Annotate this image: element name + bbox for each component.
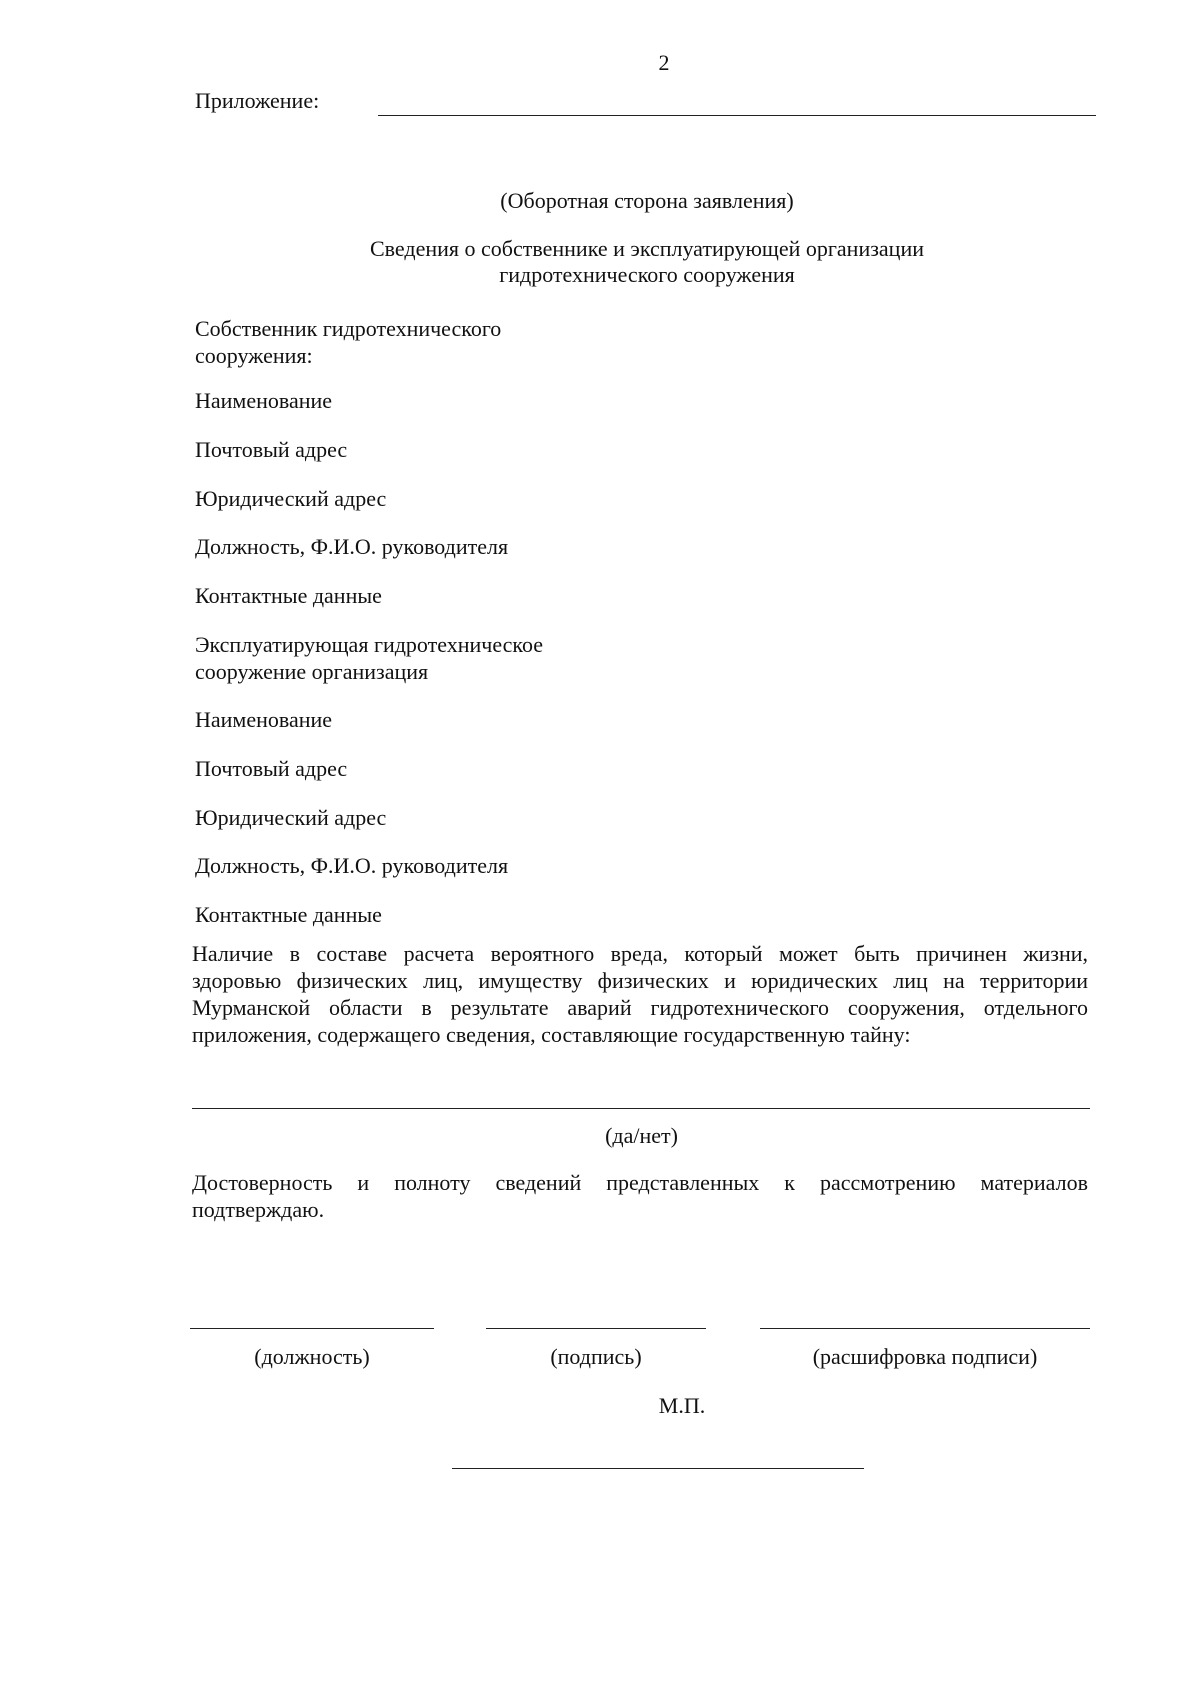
state-secret-disclosure-paragraph <box>192 940 1088 1048</box>
yes-no-caption: (да/нет) <box>605 1123 678 1148</box>
operator-name-label: Наименование <box>195 707 333 732</box>
operator-postal-address-label: Почтовый адрес <box>195 756 348 781</box>
confirmation-paragraph <box>192 1169 1088 1223</box>
position-caption: (должность) <box>254 1344 370 1369</box>
owner-legal-address-label: Юридический адрес <box>195 486 387 511</box>
operator-title-line-1: Эксплуатирующая гидротехническое <box>195 632 544 657</box>
decryption-caption: (расшифровка подписи) <box>812 1344 1038 1369</box>
yes-no-answer-line <box>192 1108 1090 1109</box>
signature-line <box>486 1328 706 1329</box>
confirmation-line-1: Достоверность и полноту сведений представленных к рассмотрению материалов <box>192 1170 1088 1195</box>
page-number: 2 <box>658 50 670 75</box>
owner-head-label: Должность, Ф.И.О. руководителя <box>195 534 509 559</box>
section-heading-line-2: гидротехнического сооружения <box>499 262 795 287</box>
signature-caption: (подпись) <box>550 1344 642 1369</box>
owner-postal-address-label: Почтовый адрес <box>195 437 348 462</box>
operator-title-line-2: сооружение организация <box>195 659 429 684</box>
date-line <box>452 1468 864 1469</box>
owner-title-line-1: Собственник гидротехнического <box>195 316 502 341</box>
section-heading-line-1: Сведения о собственнике и эксплуатирующей организации <box>369 236 925 261</box>
disclosure-line-1: Наличие в составе расчета вероятного вреда, который может быть причинен жизни, <box>192 941 1088 966</box>
owner-title-line-2: сооружения: <box>195 343 313 368</box>
disclosure-line-3: Мурманской области в результате аварий гидротехнического сооружения, отдельного <box>192 995 1088 1020</box>
disclosure-line-2: здоровью физических лиц, имуществу физических и юридических лиц на территории <box>192 968 1088 993</box>
operator-legal-address-label: Юридический адрес <box>195 805 387 830</box>
owner-contacts-label: Контактные данные <box>195 583 382 608</box>
operator-head-label: Должность, Ф.И.О. руководителя <box>195 853 509 878</box>
appendix-label: Приложение: <box>195 88 320 113</box>
decryption-signature-line <box>760 1328 1090 1329</box>
appendix-fill-line <box>378 115 1096 116</box>
seal-label: М.П. <box>658 1393 706 1418</box>
disclosure-line-4: приложения, содержащего сведения, составляющие государственную тайну: <box>192 1022 911 1047</box>
reverse-side-title: (Оборотная сторона заявления) <box>500 188 794 213</box>
operator-contacts-label: Контактные данные <box>195 902 382 927</box>
confirmation-line-2: подтверждаю. <box>192 1197 325 1222</box>
owner-name-label: Наименование <box>195 388 333 413</box>
position-signature-line <box>190 1328 434 1329</box>
